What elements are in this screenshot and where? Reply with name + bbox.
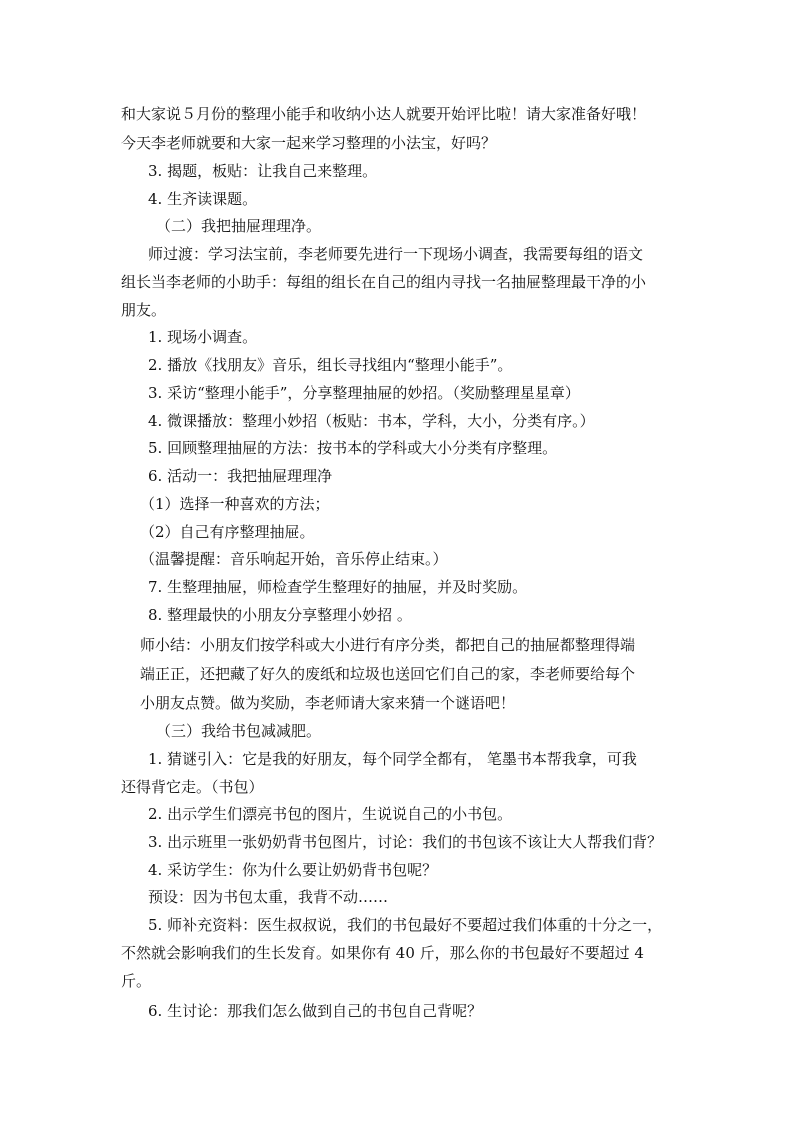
text-line-3: 3. 揭题，板贴：让我自己来整理。: [148, 162, 378, 180]
text-line-28: 4. 采访学生：你为什么要让奶奶背书包呢？: [148, 861, 438, 879]
text-line-20: 师小结：小朋友们按学科或大小进行有序分类，都把自己的抽屉都整理得端: [140, 636, 636, 654]
section-heading-2: （二）我把抽屉理理净。: [156, 217, 322, 235]
text-line-31: 不然就会影响我们的生长发育。如果你有 40 斤，那么你的书包最好不要超过 4: [121, 944, 644, 962]
text-line-1: 和大家说５月份的整理小能手和收纳小达人就要开始评比啦！请大家准备好哦！: [121, 105, 647, 123]
text-line-18: 7. 生整理抽屉，师检查学生整理好的抽屉，并及时奖励。: [148, 578, 528, 596]
text-line-12: 4. 微课播放：整理小妙招（板贴：书本，学科，大小，分类有序。）: [148, 412, 595, 430]
text-line-33: 6. 生讨论：那我们怎么做到自己的书包自己背呢？: [148, 1002, 483, 1020]
text-line-21: 端正正，还把藏了好久的废纸和垃圾也送回它们自己的家，李老师要给每个: [140, 665, 636, 683]
text-line-27: 3. 出示班里一张奶奶背书包图片，讨论：我们的书包该不该让大人帮我们背？: [148, 833, 663, 851]
text-line-4: 4. 生齐读课题。: [148, 190, 258, 208]
text-line-29: 预设：因为书包太重，我背不动……: [148, 888, 389, 906]
text-line-8: 朋友。: [121, 301, 167, 319]
text-line-11: 3. 采访“整理小能手”，分享整理抽屉的妙招。（奖励整理星星章）: [148, 384, 580, 402]
text-line-17: （温馨提醒：音乐响起开始，音乐停止结束。）: [140, 550, 448, 568]
text-line-22: 小朋友点赞。做为奖励，李老师请大家来猜一个谜语吧！: [140, 694, 516, 712]
text-line-24: 1. 猜谜引入：它是我的好朋友，每个同学全都有， 笔墨书本帮我拿，可我: [148, 750, 637, 768]
text-line-2: 今天李老师就要和大家一起来学习整理的小法宝，好吗？: [121, 134, 497, 152]
text-line-6: 师过渡：学习法宝前，李老师要先进行一下现场小调查，我需要每组的语文: [148, 245, 644, 263]
text-line-10: 2. 播放《找朋友》音乐，组长寻找组内“整理小能手”。: [148, 356, 513, 374]
text-line-15: （1）选择一种喜欢的方法；: [140, 495, 330, 513]
text-line-19: 8. 整理最快的小朋友分享整理小妙招 。: [148, 606, 412, 624]
text-line-14: 6. 活动一：我把抽屉理理净: [148, 467, 333, 485]
text-line-26: 2. 出示学生们漂亮书包的图片，生说说自己的小书包。: [148, 805, 513, 823]
text-line-30: 5. 师补充资料：医生叔叔说，我们的书包最好不要超过我们体重的十分之一，: [148, 916, 663, 934]
text-line-16: （2）自己有序整理抽屉。: [140, 523, 315, 541]
text-line-13: 5. 回顾整理抽屉的方法：按书本的学科或大小分类有序整理。: [148, 439, 558, 457]
text-line-25: 还得背它走。（书包）: [121, 778, 264, 796]
text-line-9: 1. 现场小调查。: [148, 328, 258, 346]
section-heading-3: （三）我给书包减减肥。: [156, 722, 322, 740]
text-line-7: 组长当李老师的小助手：每组的组长在自己的组内寻找一名抽屉整理最干净的小: [121, 273, 647, 291]
text-line-32: 斤。: [121, 972, 152, 990]
